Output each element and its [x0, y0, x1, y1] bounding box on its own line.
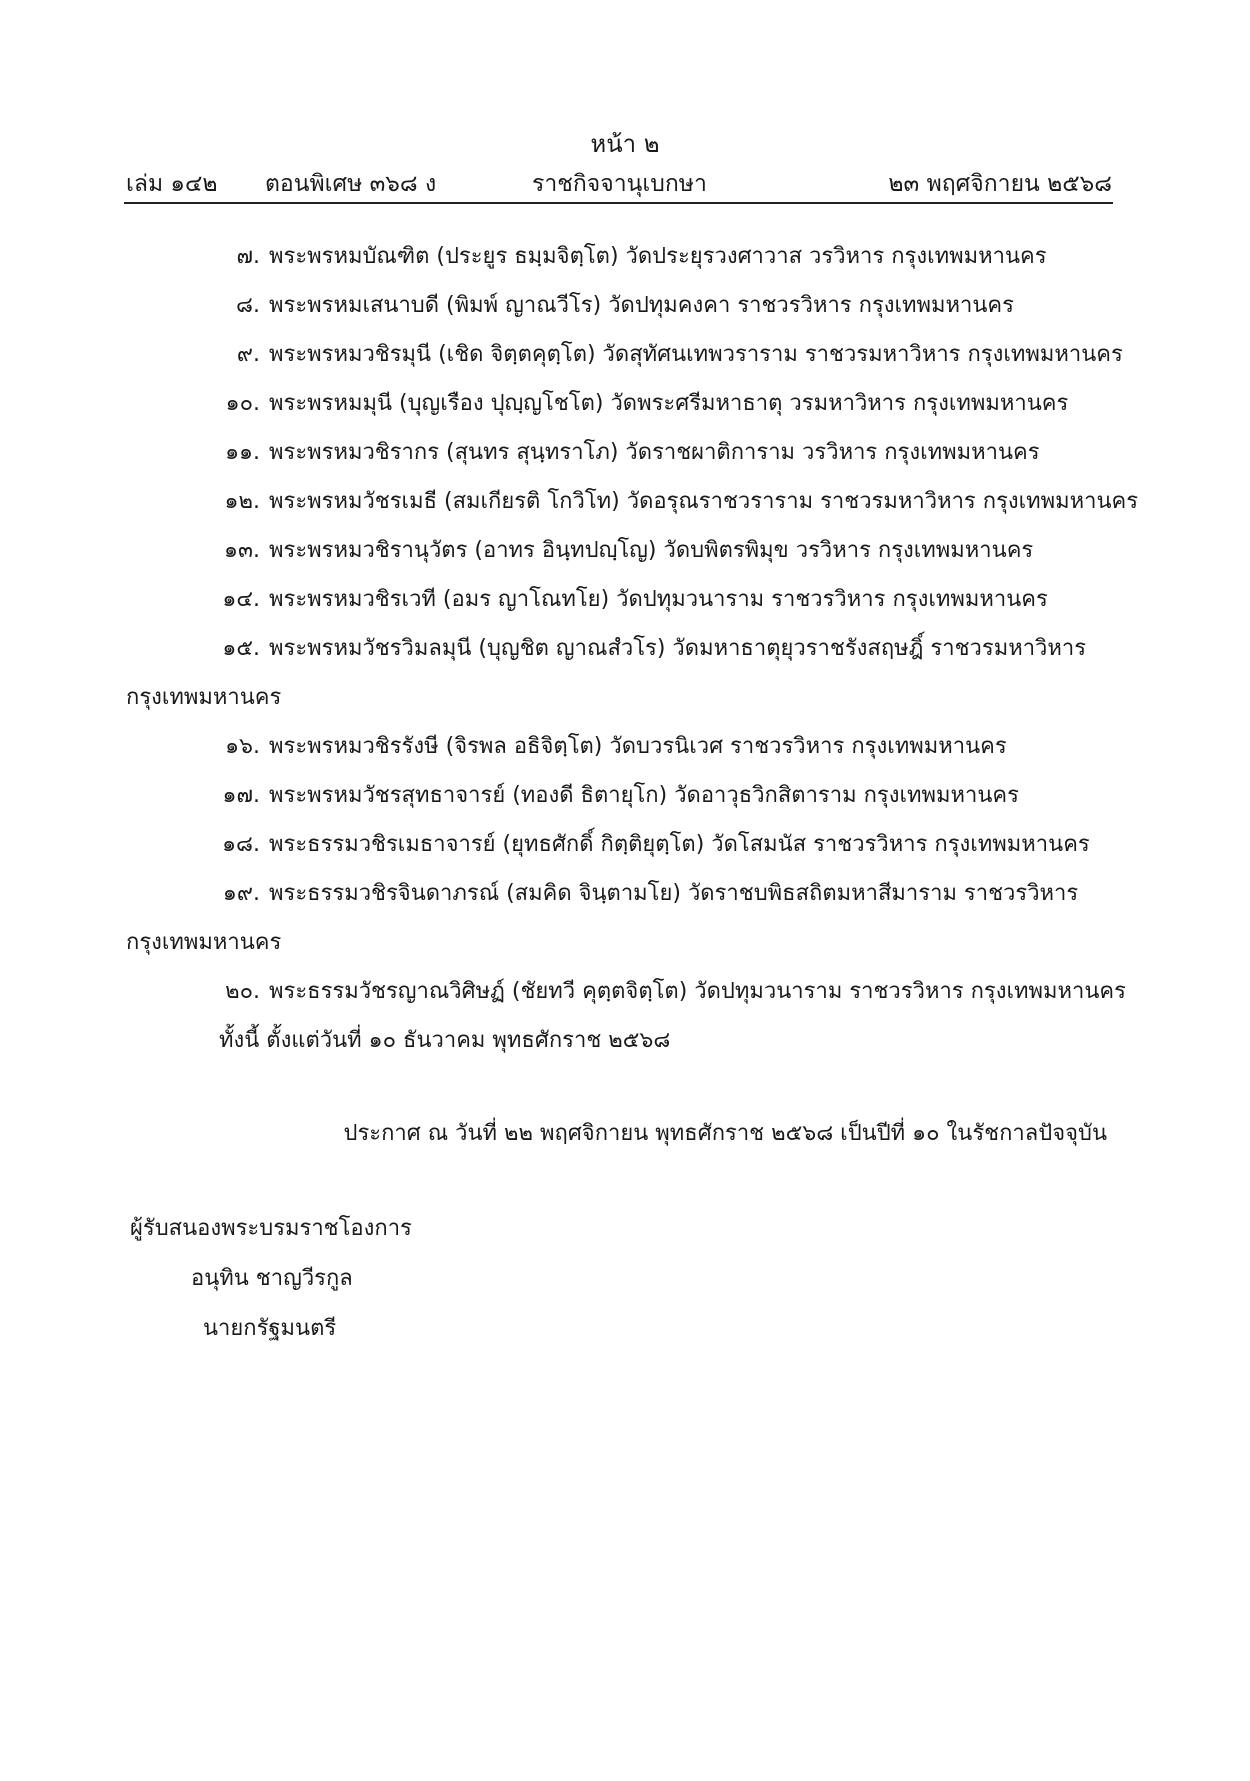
- item-text-continuation: กรุงเทพมหานคร: [126, 930, 282, 955]
- item-number: ๑๗.: [222, 783, 260, 808]
- item-number: ๗.: [236, 244, 260, 269]
- list-item: [0, 330, 1250, 379]
- item-text: พระพรหมวชิรากร (สุนทร สุนฺทราโภ) วัดราชผาติการาม วรวิหาร กรุงเทพมหานคร: [269, 440, 1040, 465]
- item-text: พระพรหมวชิรมุนี (เชิด จิตฺตคุตฺโต) วัดสุทัศนเทพวราราม ราชวรมหาวิหาร กรุงเทพมหานคร: [269, 342, 1123, 367]
- item-number: ๑๙.: [222, 881, 260, 906]
- item-text: พระพรหมวชิรรังษี (จิรพล อธิจิตฺโต) วัดบวรนิเวศ ราชวรวิหาร กรุงเทพมหานคร: [269, 734, 1007, 759]
- list-item: [0, 575, 1250, 624]
- item-number: ๑๑.: [225, 440, 260, 465]
- header-section: ตอนพิเศษ ๓๖๘ ง: [265, 171, 437, 197]
- appointment-list: [0, 232, 1250, 1065]
- signatory-position: นายกรัฐมนตรี: [203, 1316, 337, 1341]
- list-item: [0, 379, 1250, 428]
- list-item: [0, 869, 1250, 967]
- item-text: พระธรรมวัชรญาณวิศิษฏ์ (ชัยทวี คุตฺตจิตฺโต) วัดปทุมวนาราม ราชวรวิหาร กรุงเทพมหานคร: [269, 979, 1126, 1004]
- list-item: [0, 281, 1250, 330]
- item-text: พระพรหมเสนาบดี (พิมพ์ ญาณวีโร) วัดปทุมคงคา ราชวรวิหาร กรุงเทพมหานคร: [269, 293, 1014, 318]
- item-text: พระพรหมวชิรานุวัตร (อาทร อินฺทปญฺโญ) วัดบพิตรพิมุข วรวิหาร กรุงเทพมหานคร: [269, 538, 1034, 563]
- item-number: ๑๓.: [224, 538, 260, 563]
- header-volume: เล่ม ๑๔๒: [126, 171, 218, 197]
- list-item: [0, 477, 1250, 526]
- list-item: [0, 232, 1250, 281]
- header-divider: [124, 202, 1113, 204]
- proclamation-line: ประกาศ ณ วันที่ ๒๒ พฤศจิกายน พุทธศักราช ๒๕๖๘ เป็นปีที่ ๑๐ ในรัชกาลปัจจุบัน: [343, 1121, 1107, 1146]
- item-number: ๑๖.: [225, 734, 260, 759]
- list-item: [0, 722, 1250, 771]
- header-date: ๒๓ พฤศจิกายน ๒๕๖๘: [888, 171, 1112, 197]
- header-gazette-title: ราชกิจจานุเบกษา: [532, 171, 707, 197]
- item-text: พระพรหมบัณฑิต (ประยูร ธมฺมจิตฺโต) วัดประยุรวงศาวาส วรวิหาร กรุงเทพมหานคร: [269, 244, 1047, 269]
- item-number: ๘.: [236, 293, 260, 318]
- item-number: ๑๒.: [224, 489, 260, 514]
- item-text: พระธรรมวชิรจินดาภรณ์ (สมคิด จินฺตามโย) วัดราชบพิธสถิตมหาสีมาราม ราชวรวิหาร: [269, 881, 1079, 906]
- signatory-name: อนุทิน ชาญวีรกูล: [191, 1266, 353, 1291]
- item-text: พระพรหมวัชรวิมลมุนี (บุญชิต ญาณสํวโร) วัดมหาธาตุยุวราชรังสฤษฎิ์ ราชวรมหาวิหาร: [269, 636, 1087, 661]
- item-number: ๑๐.: [225, 391, 260, 416]
- item-text: พระพรหมวัชรสุทธาจารย์ (ทองดี ธิตายุโก) วัดอาวุธวิกสิตาราม กรุงเทพมหานคร: [269, 783, 1019, 808]
- item-text: พระพรหมวัชรเมธี (สมเกียรติ โกวิโท) วัดอรุณราชวราราม ราชวรมหาวิหาร กรุงเทพมหานคร: [269, 489, 1139, 514]
- list-item: [0, 526, 1250, 575]
- item-number: ๑๕.: [222, 636, 260, 661]
- item-text: พระพรหมวชิรเวที (อมร ญาโณทโย) วัดปทุมวนาราม ราชวรวิหาร กรุงเทพมหานคร: [269, 587, 1048, 612]
- item-number: ๑๔.: [222, 587, 260, 612]
- list-item: [0, 624, 1250, 722]
- item-text: พระพรหมมุนี (บุญเรือง ปุญฺญโชโต) วัดพระศรีมหาธาตุ วรมหาวิหาร กรุงเทพมหานคร: [269, 391, 1069, 416]
- item-text-continuation: กรุงเทพมหานคร: [126, 685, 282, 710]
- item-text: พระธรรมวชิรเมธาจารย์ (ยุทธศักดิ์ กิตฺติยุตฺโต) วัดโสมนัส ราชวรวิหาร กรุงเทพมหานคร: [269, 832, 1090, 857]
- item-number: ๙.: [236, 342, 260, 367]
- item-number: ๑๘.: [222, 832, 260, 857]
- page-number: หน้า ๒: [590, 130, 660, 158]
- list-item: [0, 771, 1250, 820]
- list-item: [0, 820, 1250, 869]
- countersign-title: ผู้รับสนองพระบรมราชโองการ: [130, 1216, 412, 1241]
- effective-date-text: ทั้งนี้ ตั้งแต่วันที่ ๑๐ ธันวาคม พุทธศักราช ๒๕๖๘: [219, 1028, 671, 1053]
- list-item: [0, 967, 1250, 1016]
- list-item: [0, 428, 1250, 477]
- item-number: ๒๐.: [225, 979, 260, 1004]
